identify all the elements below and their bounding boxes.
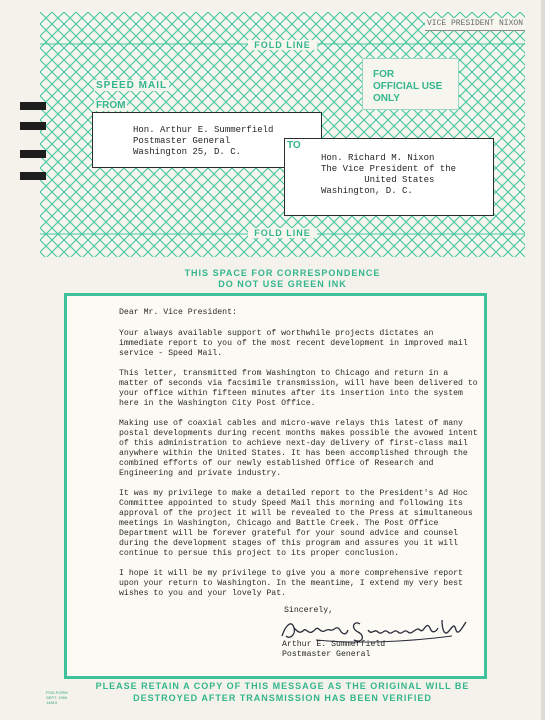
paragraph-5: I hope it will be my privilege to give you a more comprehensive report upon your return to Washington. In the meantime, I extend my very best wishes to you and your lovely Pat. [119,569,463,598]
letter-body [119,308,479,609]
signature-name: Arthur E. Summerfield [282,640,386,649]
fold-line-mid [40,228,525,238]
to-line-2: The Vice President of the [321,164,457,174]
retention-notice [40,680,525,704]
speed-mail-title: SPEED MAIL [96,80,168,91]
form-number-line-3: 14819 [46,700,58,705]
official-use-line-2: OFFICIAL USE [373,81,443,92]
official-use-line-3: ONLY [373,93,400,104]
paragraph-3: Making use of coaxial cables and micro-wave relays this latest of many postal developments during recent months makes possible the avowed intent of this administration to achieve next-day delivery of first-class mail anywhere within the United States. It has been accomplished through the combined efforts of our newly established Office of Research and Engineering and private industry. [119,419,478,478]
margin-tab [20,150,46,158]
correspondence-header-line-1: THIS SPACE FOR CORRESPONDENCE [184,268,381,278]
to-label: TO [287,140,301,151]
from-line-2: Postmaster General [133,136,231,146]
page-edge-shadow [541,0,545,720]
from-line-1: Hon. Arthur E. Summerfield [133,125,274,135]
retention-notice-line-1: PLEASE RETAIN A COPY OF THIS MESSAGE AS THE ORIGINAL WILL BE [95,681,470,691]
from-line-3: Washington 25, D. C. [133,147,242,157]
to-address-box [284,138,494,216]
to-line-4: Washington, D. C. [321,186,413,196]
fold-line-mid-label: FOLD LINE [248,228,317,238]
form-number-line-2: SEPT. 1959 [46,695,68,700]
to-line-1: Hon. Richard M. Nixon [321,153,435,163]
official-use-line-1: FOR [373,69,395,80]
fold-line-top-label: FOLD LINE [248,40,317,50]
to-line-3: United States [321,175,435,185]
from-label: FROM [96,100,126,111]
correspondence-header-line-2: DO NOT USE GREEN INK [218,279,347,289]
margin-tab [20,102,46,110]
paragraph-4: It was my privilege to make a detailed report to the President's Ad Hoc Committee appointed to study Speed Mail this morning and following its approval of the project it will be revealed to the Press at simultaneous meetings in Washington, Chicago and Battle Creek. The Post Office Department will be forever grateful for your sound advice and counsel during the development stages of this program and assures you it will continue to persue this project to its proper conclusion. [119,489,473,558]
retention-notice-line-2: DESTROYED AFTER TRANSMISSION HAS BEEN VERIFIED [133,693,432,703]
fold-line-top [40,40,525,50]
margin-tab [20,172,46,180]
envelope-area [40,12,525,257]
vp-tag: VICE PRESIDENT NIXON [425,18,525,31]
signature-block [282,640,385,660]
signature-title: Postmaster General [282,650,371,659]
paragraph-1: Your always available support of worthwhile projects dictates an immediate report to you of the most recent development in improved mail service - Speed Mail. [119,329,468,358]
paragraph-2: This letter, transmitted from Washington to Chicago and return in a matter of seconds via facsimile transmission, will have been delivered to your office within fifteen minutes after its insertion into the system here in the Washington City Post Office. [119,369,478,408]
form-number [46,690,68,705]
margin-tab [20,122,46,130]
form-number-line-1: POD FORM [46,690,68,695]
salutation: Dear Mr. Vice President: [119,308,237,317]
correspondence-header [40,268,525,290]
official-use-box [362,58,459,110]
closing: Sincerely, [284,606,334,615]
